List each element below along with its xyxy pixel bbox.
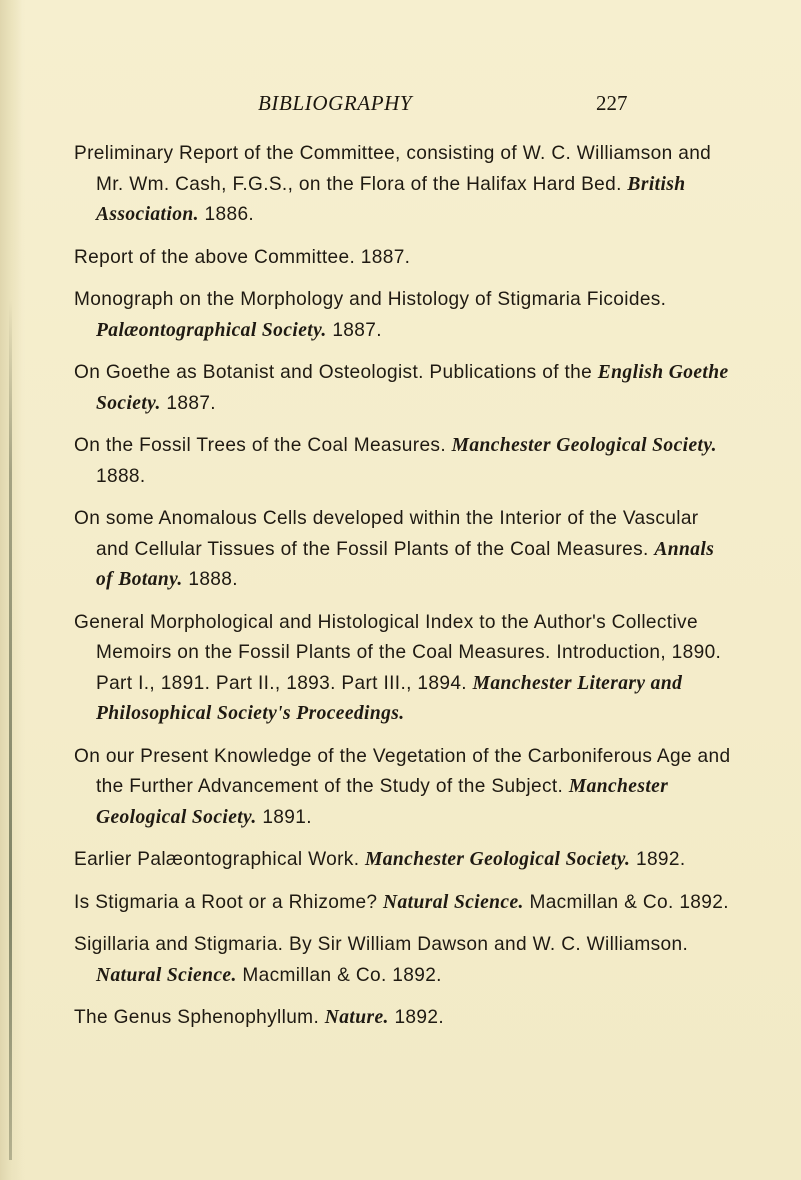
bibliography-entry	[74, 845, 734, 876]
bibliography-entry	[74, 504, 734, 596]
bibliography-entry	[74, 139, 734, 231]
bibliography-entry	[74, 243, 734, 274]
binding-edge	[9, 300, 12, 1160]
bibliography-list	[74, 139, 734, 1046]
entry-title: General Morphological and Histological Index to the Author's Collective Memoirs on the Fossil Plants of the Coal Measures. Introduction, 1890. Part I., 1891. Part II., 1893. Part III., 1894.	[74, 611, 722, 694]
page-number: 227	[596, 91, 628, 115]
entry-year: 1891.	[262, 806, 312, 828]
entry-year: 1892.	[635, 849, 686, 870]
entry-year: Macmillan & Co. 1892.	[529, 891, 729, 913]
entry-source: Manchester Geological Society.	[365, 849, 631, 870]
bibliography-entry	[74, 742, 734, 834]
bibliography-entry	[74, 285, 734, 346]
entry-source: Manchester Geological Society.	[451, 435, 717, 456]
entry-title: Monograph on the Morphology and Histology of Stigmaria Ficoides.	[74, 289, 667, 310]
entry-title: On Goethe as Botanist and Osteologist. Publications of the	[74, 362, 593, 383]
page-header	[0, 91, 801, 121]
entry-title: Earlier Palæontographical Work.	[74, 849, 360, 870]
entry-source: Manchester Literary and Philosophical Society's Proceedings.	[96, 672, 683, 724]
entry-year: 1888.	[96, 465, 146, 487]
entry-title: Preliminary Report of the Committee, consisting of W. C. Williamson and Mr. Wm. Cash, F.G.S., on the Flora of the Halifax Hard Bed.	[74, 143, 712, 195]
entry-title: Sigillaria and Stigmaria. By Sir William Dawson and W. C. Williamson.	[74, 934, 689, 955]
entry-title: On our Present Knowledge of the Vegetation of the Carboniferous Age and the Further Advancement of the Study of the Subject.	[74, 745, 731, 797]
entry-year: 1887.	[360, 246, 411, 268]
entry-source: Annals of Botany.	[96, 538, 715, 590]
bibliography-entry	[74, 431, 734, 492]
entry-title: On some Anomalous Cells developed within the Interior of the Vascular and Cellular Tissues of the Fossil Plants of the Coal Measures.	[74, 508, 699, 560]
entry-year: 1887.	[166, 392, 216, 414]
entry-title: Is Stigmaria a Root or a Rhizome?	[74, 891, 378, 913]
entry-source: British Association.	[96, 173, 686, 225]
entry-year: Macmillan & Co. 1892.	[242, 964, 442, 986]
entry-source: Natural Science.	[383, 891, 524, 913]
entry-year: 1886.	[204, 204, 255, 225]
entry-source: Nature.	[324, 1007, 389, 1028]
bibliography-entry	[74, 608, 734, 730]
entry-title: The Genus Sphenophyllum.	[74, 1007, 320, 1028]
bibliography-entry	[74, 888, 734, 919]
bibliography-entry	[74, 930, 734, 991]
running-title: BIBLIOGRAPHY	[258, 91, 413, 115]
entry-year: 1892.	[394, 1007, 444, 1028]
bibliography-entry	[74, 1003, 734, 1034]
entry-year: 1888.	[188, 569, 238, 590]
entry-title: Report of the above Committee.	[74, 246, 356, 268]
entry-source: Palæontographical Society.	[96, 319, 327, 341]
entry-year: 1887.	[332, 319, 382, 341]
entry-title: On the Fossil Trees of the Coal Measures.	[74, 435, 446, 456]
entry-source: English Goethe Society.	[96, 362, 729, 414]
bibliography-entry	[74, 358, 734, 419]
entry-source: Natural Science.	[96, 964, 237, 986]
entry-source: Manchester Geological Society.	[96, 776, 669, 828]
